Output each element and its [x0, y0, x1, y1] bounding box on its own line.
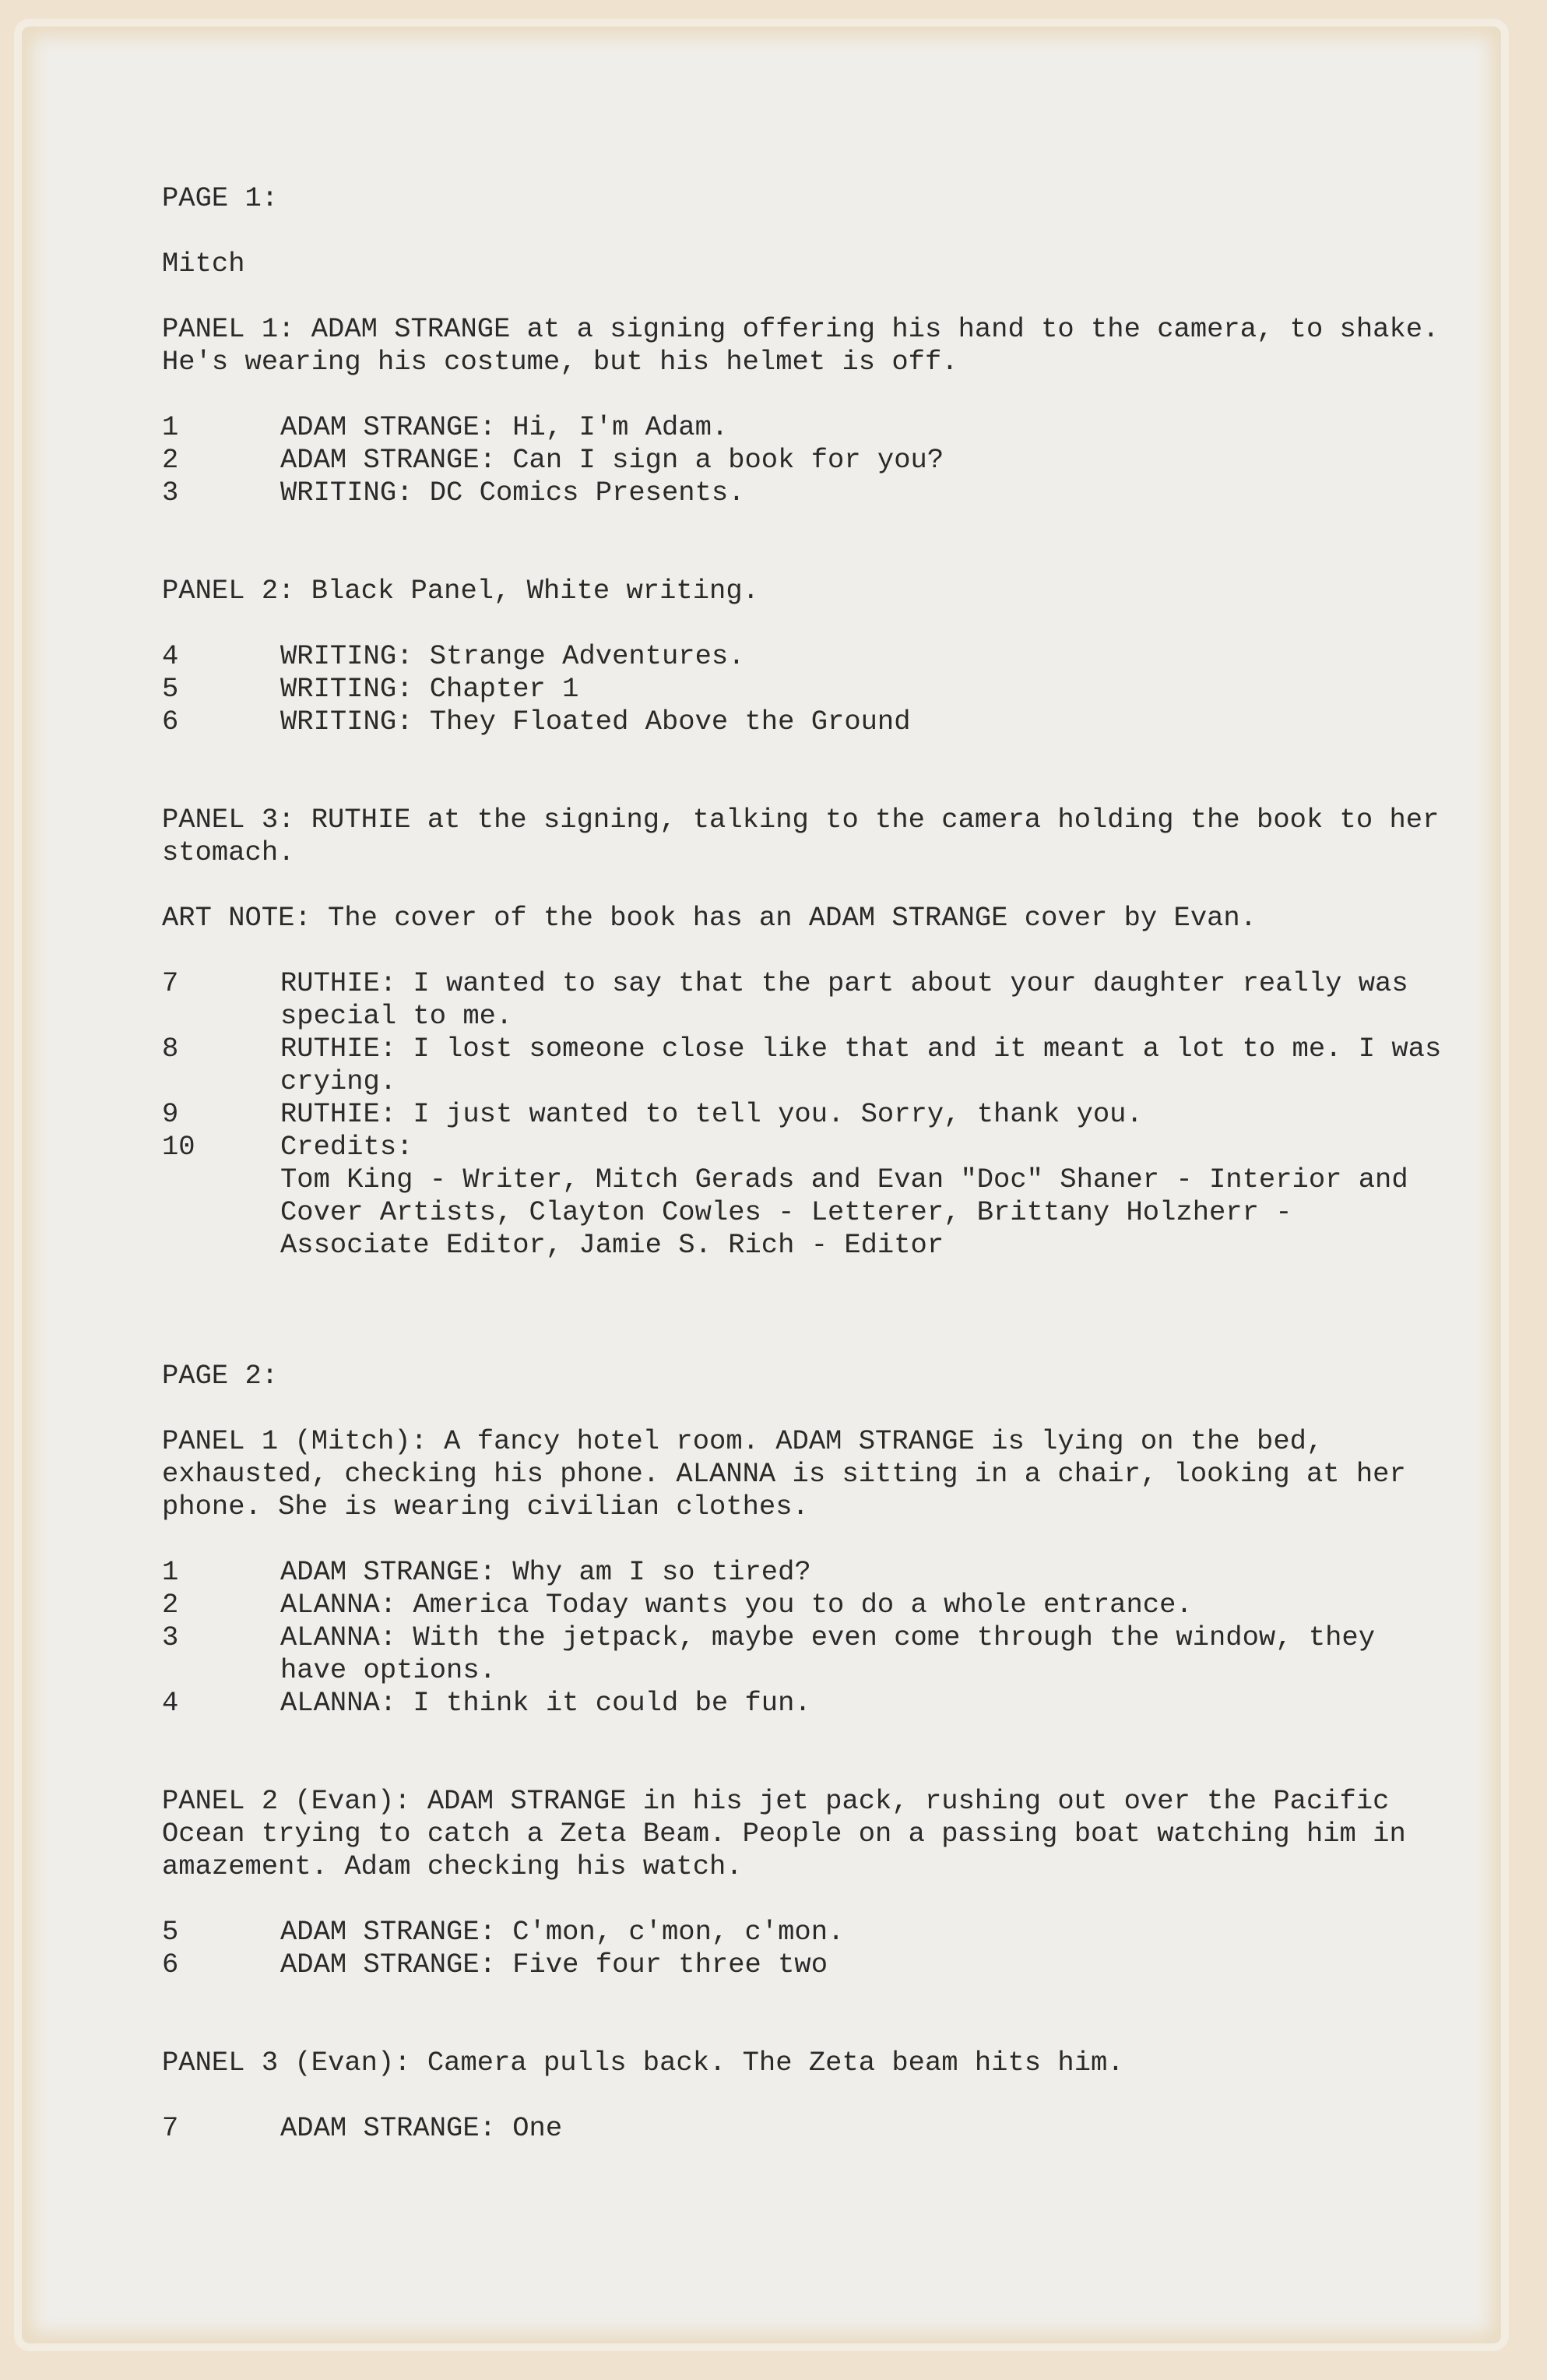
- script-page: [162, 182, 1485, 2145]
- line-text: RUTHIE: I just wanted to tell you. Sorry, thank you.: [280, 1098, 1143, 1130]
- line-text: Credits:: [280, 1131, 413, 1163]
- dialogue-line: [162, 1033, 1485, 1098]
- line-number: 2: [162, 444, 179, 476]
- page2-panel1-lines: [162, 1556, 1485, 1720]
- page2-heading: PAGE 2:: [162, 1360, 279, 1392]
- dialogue-line: [162, 1949, 1485, 1981]
- dialogue-line: [162, 1098, 1485, 1131]
- line-number: 7: [162, 967, 179, 999]
- page2-panel3-lines: [162, 2112, 1485, 2145]
- line-number: 5: [162, 1916, 179, 1948]
- dialogue-line: [162, 1916, 1485, 1949]
- credits-text: Tom King - Writer, Mitch Gerads and Evan "Doc" Shaner - Interior and Cover Artists, Clayton Cowles - Letterer, Brittany Holzherr - Associate Editor, Jamie S. Rich - Editor: [280, 1164, 1408, 1261]
- credits-line: [162, 1164, 1485, 1262]
- line-number: 9: [162, 1098, 179, 1130]
- page2-panel2-description: PANEL 2 (Evan): ADAM STRANGE in his jet pack, rushing out over the Pacific Ocean trying to catch a Zeta Beam. People on a passing boat watching him in amazement. Adam checking his watch.: [162, 1785, 1406, 1882]
- dialogue-line: [162, 967, 1485, 1033]
- line-text: ADAM STRANGE: C'mon, c'mon, c'mon.: [280, 1916, 845, 1948]
- line-text: RUTHIE: I wanted to say that the part about your daughter really was special to me.: [280, 967, 1408, 1032]
- line-text: ADAM STRANGE: Why am I so tired?: [280, 1556, 811, 1588]
- dialogue-line: [162, 706, 1485, 738]
- page2-panel3-description: PANEL 3 (Evan): Camera pulls back. The Zeta beam hits him.: [162, 2047, 1124, 2079]
- dialogue-line: [162, 673, 1485, 706]
- line-text: ADAM STRANGE: Five four three two: [280, 1949, 828, 1980]
- line-number: 3: [162, 477, 179, 509]
- line-number: 6: [162, 706, 179, 738]
- dialogue-line: [162, 1556, 1485, 1589]
- line-number: 5: [162, 673, 179, 705]
- page1-artist: Mitch: [162, 248, 245, 280]
- dialogue-line: [162, 640, 1485, 673]
- dialogue-line: [162, 1687, 1485, 1720]
- dialogue-line: [162, 477, 1485, 509]
- page1-panel3-art-note: ART NOTE: The cover of the book has an ADAM STRANGE cover by Evan.: [162, 902, 1257, 934]
- line-number: 2: [162, 1589, 179, 1621]
- line-number: 1: [162, 411, 179, 443]
- page1-panel3-description: PANEL 3: RUTHIE at the signing, talking to the camera holding the book to her stomach.: [162, 804, 1440, 868]
- line-number: 4: [162, 640, 179, 672]
- dialogue-line: [162, 1621, 1485, 1687]
- dialogue-line: [162, 1131, 1485, 1164]
- dialogue-line: [162, 444, 1485, 477]
- page1-panel1-description: PANEL 1: ADAM STRANGE at a signing offering his hand to the camera, to shake. He's wearing his costume, but his helmet is off.: [162, 313, 1440, 378]
- line-text: RUTHIE: I lost someone close like that and it meant a lot to me. I was crying.: [280, 1033, 1442, 1097]
- page2-panel2-lines: [162, 1916, 1485, 1981]
- page1-panel2-description: PANEL 2: Black Panel, White writing.: [162, 575, 759, 607]
- line-number: 6: [162, 1949, 179, 1980]
- line-text: ADAM STRANGE: One: [280, 2112, 563, 2144]
- dialogue-line: [162, 2112, 1485, 2145]
- line-number: 7: [162, 2112, 179, 2144]
- line-text: WRITING: DC Comics Presents.: [280, 477, 745, 509]
- line-text: WRITING: Chapter 1: [280, 673, 579, 705]
- line-text: ADAM STRANGE: Hi, I'm Adam.: [280, 411, 729, 443]
- line-text: ALANNA: I think it could be fun.: [280, 1687, 811, 1719]
- page1-panel3-lines: [162, 967, 1485, 1262]
- line-text: ALANNA: America Today wants you to do a whole entrance.: [280, 1589, 1193, 1621]
- dialogue-line: [162, 411, 1485, 444]
- page1-panel2-lines: [162, 640, 1485, 738]
- line-number: 1: [162, 1556, 179, 1588]
- line-number: 4: [162, 1687, 179, 1719]
- page1-heading: PAGE 1:: [162, 182, 279, 214]
- line-text: ADAM STRANGE: Can I sign a book for you?: [280, 444, 944, 476]
- line-number: 10: [162, 1131, 195, 1163]
- page1-panel1-lines: [162, 411, 1485, 509]
- line-number: 8: [162, 1033, 179, 1065]
- line-text: WRITING: They Floated Above the Ground: [280, 706, 911, 738]
- line-text: ALANNA: With the jetpack, maybe even come through the window, they have options.: [280, 1621, 1376, 1686]
- line-number: 3: [162, 1621, 179, 1653]
- line-text: WRITING: Strange Adventures.: [280, 640, 745, 672]
- dialogue-line: [162, 1589, 1485, 1621]
- page2-panel1-description: PANEL 1 (Mitch): A fancy hotel room. ADAM STRANGE is lying on the bed, exhausted, checking his phone. ALANNA is sitting in a chair, looking at her phone. She is wearing civilian clothes.: [162, 1425, 1406, 1523]
